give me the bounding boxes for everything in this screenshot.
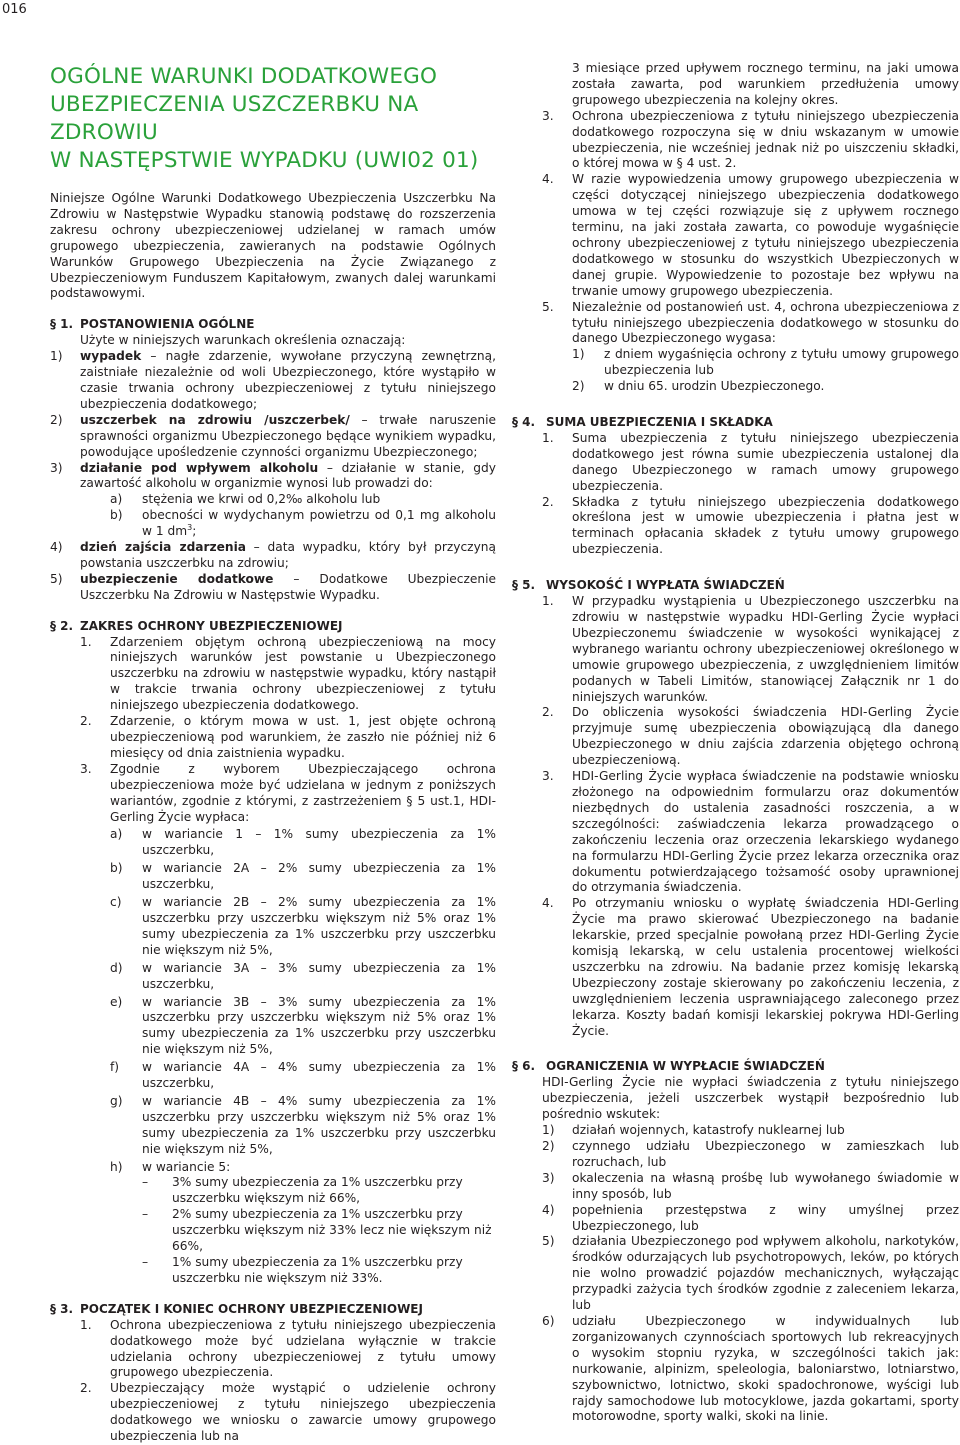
item-number: 4. — [542, 172, 554, 187]
paragraph-text: Ubezpieczający może wystąpić o udzielenie ochrony ubezpieczeniowej z tytułu niniejszego ubezpieczenia dodatkowego we wniosku o zawarcie umowy grupowego ubezpieczenia lub na — [110, 1381, 496, 1444]
item-letter: e) — [110, 994, 123, 1009]
variant-text: w wariancie 1 – 1% sumy ubezpieczenia za 1% uszczerbku, — [142, 827, 496, 858]
section-6 — [512, 1059, 959, 1425]
item-number: 1) — [542, 1123, 555, 1138]
item-number: 2. — [80, 714, 92, 729]
variant-text: w wariancie 4B – 4% sumy ubezpieczenia za 1% uszczerbku przy uszczerbku większym niż 5% oraz 1% sumy ubezpieczenia za 1% uszczerbku przy uszczerbku nie większym niż 5%, — [142, 1093, 496, 1156]
variant-item — [110, 995, 496, 1059]
section-5 — [512, 578, 959, 1039]
section-lead: HDI-Gerling Życie nie wypłaci świadczenia z tytułu niniejszego ubezpieczenia, jeżeli uszczerbek wystąpił bezpośrednio lub pośrednio wskutek: — [542, 1075, 959, 1122]
item-letter: b) — [110, 508, 123, 523]
variant-5-item — [142, 1207, 496, 1255]
item-number: 6) — [542, 1313, 555, 1328]
section-body — [512, 594, 959, 1039]
variant-item — [110, 895, 496, 959]
numbered-paragraph — [80, 762, 496, 826]
section-heading — [512, 578, 959, 594]
numbered-paragraph — [542, 300, 959, 348]
item-number: 5) — [542, 1234, 555, 1249]
expiry-item — [572, 347, 959, 379]
paragraph-text: Zdarzeniem objętym ochroną ubezpieczeniową na mocy niniejszych warunków jest powstanie u Ubezpieczonego uszczerbku na zdrowiu w następstwie wypadku, który nastąpił w trakcie trwania ochrony ubezpieczeniowej z tytułu niniejszego ubezpieczenia dodatkowego. — [110, 634, 496, 713]
item-number: 4) — [542, 1202, 555, 1217]
item-number: 2. — [542, 705, 554, 720]
section-title: OGRANICZENIA W WYPŁACIE ŚWIADCZEŃ — [546, 1059, 825, 1074]
item-letter: h) — [110, 1159, 123, 1174]
item-number: 5. — [542, 299, 554, 314]
exclusion-item — [542, 1171, 959, 1203]
definition-item — [50, 572, 496, 604]
expiry-text: z dniem wygaśnięcia ochrony z tytułu umowy grupowego ubezpieczenia lub — [604, 347, 959, 378]
section-title: SUMA UBEZPIECZENIA I SKŁADKA — [546, 415, 773, 430]
condition-text: stężenia we krwi od 0,2‰ alkoholu lub — [142, 492, 381, 507]
definition-text: – działanie w stanie, gdy zawartość alkoholu w organizmie wynosi lub prowadzi do: — [80, 460, 496, 491]
numbered-paragraph — [542, 896, 959, 1039]
section-heading — [50, 1302, 496, 1318]
dash-marker: – — [142, 1175, 149, 1190]
item-number: 1) — [50, 349, 63, 364]
numbered-paragraph — [542, 172, 959, 299]
item-letter: b) — [110, 861, 123, 876]
page-number: 016 — [2, 2, 27, 17]
item-number: 3. — [80, 761, 92, 776]
variant-item — [110, 1094, 496, 1158]
definition-text: – Dodatkowe Ubezpieczenie Uszczerbku Na Zdrowiu w Następstwie Wypadku. — [80, 571, 496, 602]
paragraph-text: HDI-Gerling Życie wypłaca świadczenie na podstawie wniosku złożonego na odpowiednim formularzu oraz dokumentów niezbędnych do ustalenia zasadności roszczenia, a w szczególności: zaświadczenia lekarza prowadzącego o zakończeniu leczenia oraz orzeczenia lekarskiego wydanego na formularzu HDI-Gerling Życie przez lekarza orzecznika oraz dokumentu potwierdzającego tożsamość osoby uprawnionej do otrzymania świadczenia. — [572, 769, 959, 895]
superscript: 3 — [187, 523, 193, 533]
variant-5-list — [110, 1175, 496, 1286]
definition-term: ubezpieczenie dodatkowe — [80, 571, 274, 586]
numbered-paragraph — [542, 769, 959, 896]
item-number: 5) — [50, 571, 63, 586]
title-line: UBEZPIECZENIA USZCZERBKU NA ZDROWIU — [50, 92, 419, 145]
dash-marker: – — [142, 1255, 149, 1269]
variant-text: w wariancie 3B – 3% sumy ubezpieczenia za 1% uszczerbku przy uszczerbku większym niż 5% oraz 1% sumy ubezpieczenia za 1% uszczerbku przy uszczerbku nie większym niż 5%, — [142, 994, 496, 1057]
exclusion-text: czynnego udziału Ubezpieczonego w zamieszkach lub rozruchach, lub — [572, 1139, 959, 1169]
section-body — [50, 333, 496, 603]
section-title: ZAKRES OCHRONY UBEZPIECZENIOWEJ — [80, 618, 343, 633]
item-number: 1. — [80, 634, 92, 649]
alcohol-condition — [80, 492, 496, 508]
section-number: § 1. — [50, 317, 74, 332]
exclusion-text: okaleczenia na własną prośbę lub wywołanego świadomie w inny sposób, lub — [572, 1170, 959, 1201]
exclusion-text: udziału Ubezpieczonego w indywidualnych lub zorganizowanych czynnościach sportowych lub rekreacyjnych o wysokim stopniu ryzyka, w szczególności takich jak: nurkowanie, alpinizm, speleologia, baloniarstwo, lotniarstwo, szybownictwo, lotnictwo, skoki spadochronowe, wyścigi lub rajdy samochodowe lub motocyklowe, jazda gokartami, sporty motorowodne, sporty walki, skoki na linie. — [572, 1313, 959, 1424]
section-lead: Użyte w niniejszych warunkach określenia oznaczają: — [80, 333, 406, 348]
variant-5-item — [142, 1175, 496, 1207]
variant-item — [110, 827, 496, 859]
expiry-text: w dniu 65. urodzin Ubezpieczonego. — [604, 379, 825, 394]
paragraph-text: Po otrzymaniu wniosku o wypłatę świadczenia HDI-Gerling Życie ma prawo skierować Ubezpieczonego na badanie lekarskie, przed specjalnie powołaną przez HDI-Gerling Życie komisją lekarską, w celu ustalenia procentowej wielkości uszczerbku na zdrowiu. Na badanie przez komisję lekarską Ubezpieczony zostaje skierowany po zakończeniu leczenia, z uwzględnieniem leczenia usprawniającego zaleconego przez lekarza. Koszty badań komisji lekarskiej pokrywa HDI-Gerling Życie. — [572, 896, 959, 1038]
item-letter: a) — [110, 492, 123, 507]
definition-term: wypadek — [80, 349, 142, 364]
variant-5-text: 3% sumy ubezpieczenia za 1% uszczerbku przy uszczerbku większym niż 66%, — [172, 1175, 463, 1206]
continued-paragraph — [542, 61, 959, 109]
variant-item — [110, 961, 496, 993]
section-heading — [50, 619, 496, 635]
variant-list — [80, 827, 496, 1286]
section-number: § 5. — [512, 578, 536, 593]
numbered-paragraph — [542, 495, 959, 559]
left-column — [50, 0, 496, 1445]
intro-paragraph: Niniejsze Ogólne Warunki Dodatkowego Ubezpieczenia Uszczerbku Na Zdrowiu w Następstwie Wypadku stanowią podstawę do rozszerzenia zakresu ochrony ubezpieczeniowej udzielanej w ramach umów grupowego ubezpieczenia, zawieranych na podstawie Ogólnych Warunków Grupowego Ubezpieczenia na Życie Związanego z Ubezpieczeniowym Funduszem Kapitałowym, zwanych dalej warunkami podstawowymi. — [50, 191, 496, 301]
variant-text: w wariancie 4A – 4% sumy ubezpieczenia za 1% uszczerbku, — [142, 1060, 496, 1091]
item-number: 2. — [80, 1381, 92, 1396]
definition-item — [50, 349, 496, 413]
section-number: § 3. — [50, 1301, 74, 1316]
alcohol-condition — [80, 508, 496, 540]
item-number: 3. — [542, 769, 554, 784]
variant-5-text: 1% sumy ubezpieczenia za 1% uszczerbku przy uszczerbku nie większym niż 33%. — [172, 1255, 463, 1285]
item-number: 2) — [542, 1139, 555, 1153]
section-title: POSTANOWIENIA OGÓLNE — [80, 317, 255, 332]
paragraph-text: Zdarzenie, o którym mowa w ust. 1, jest objęte ochroną ubezpieczeniową pod warunkiem, że zaszło nie później niż 6 miesięcy od dnia zaistnienia wypadku. — [110, 714, 496, 760]
item-number: 3) — [542, 1170, 555, 1185]
variant-5-text: 2% sumy ubezpieczenia za 1% uszczerbku przy uszczerbku większym niż 33% lecz nie większym niż 66%, — [172, 1207, 492, 1254]
paragraph-text: Zgodnie z wyborem Ubezpieczającego ochrona ubezpieczeniowa może być udzielana w jednym z poniższych wariantów, zgodnie z którymi, z zastrzeżeniem § 5 ust.1, HDI-Gerling Życie wypłaca: — [110, 761, 496, 824]
condition-text: obecności w wydychanym powietrzu od 0,1 mg alkoholu w 1 dm — [142, 508, 496, 539]
variant-item — [110, 1060, 496, 1092]
item-number: 1. — [80, 1317, 92, 1332]
section-heading — [50, 317, 496, 333]
section-1 — [50, 317, 496, 603]
numbered-paragraph — [80, 635, 496, 715]
exclusion-item — [542, 1234, 959, 1314]
definition-item — [50, 540, 496, 572]
exclusion-item — [542, 1139, 959, 1171]
section-4 — [512, 415, 959, 558]
exclusion-item — [542, 1203, 959, 1235]
title-line: W NASTĘPSTWIE WYPADKU (UWI02 01) — [50, 148, 479, 173]
variant-item — [110, 1160, 496, 1176]
definition-text: – nagłe zdarzenie, wywołane przyczyną zewnętrzną, zaistniałe niezależnie od woli Ubezpieczonego, które wystąpiło w czasie trwania ochrony ubezpieczeniowej z tytułu niniejszego ubezpieczenia dodatkowego; — [80, 349, 496, 411]
variant-text: w wariancie 5: — [142, 1159, 231, 1174]
section-body — [512, 431, 959, 558]
expiry-list — [542, 347, 959, 395]
paragraph-text: Składka z tytułu niniejszego ubezpieczenia dodatkowego określona jest w umowie ubezpieczenia i płatna jest w terminach opłacania składek z tytułu umowy grupowego ubezpieczenia. — [572, 494, 959, 557]
item-number: 2. — [542, 494, 554, 509]
exclusion-text: popełnienia przestępstwa z winy umyślnej przez Ubezpieczonego, lub — [572, 1202, 959, 1233]
section-body — [512, 1075, 959, 1425]
section-number: § 6. — [512, 1059, 536, 1074]
definition-term: działanie pod wpływem alkoholu — [80, 460, 319, 475]
item-letter: a) — [110, 827, 123, 842]
definition-term: uszczerbek na zdrowiu /uszczerbek/ — [80, 412, 350, 427]
item-number: 1. — [542, 594, 554, 609]
item-number: 4) — [50, 540, 63, 555]
right-column — [512, 0, 959, 1425]
variant-item — [110, 861, 496, 893]
item-number: 1) — [572, 347, 585, 362]
definition-item — [50, 461, 496, 493]
section-body — [50, 635, 496, 1287]
item-letter: g) — [110, 1093, 123, 1108]
item-number: 4. — [542, 896, 554, 911]
item-number: 2) — [50, 412, 63, 427]
item-letter: d) — [110, 960, 123, 975]
item-number: 1. — [542, 430, 554, 445]
item-letter: c) — [110, 895, 122, 910]
item-number: 3) — [50, 460, 63, 475]
section-title: POCZĄTEK I KONIEC OCHRONY UBEZPIECZENIOWEJ — [80, 1301, 423, 1316]
condition-text-end: ; — [192, 524, 197, 539]
definition-item — [50, 413, 496, 461]
item-number: 3. — [542, 108, 554, 123]
variant-text: w wariancie 2A – 2% sumy ubezpieczenia za 1% uszczerbku, — [142, 861, 496, 892]
numbered-paragraph — [542, 109, 959, 173]
expiry-item — [572, 379, 959, 395]
item-number: 2) — [572, 379, 585, 394]
paragraph-text: 3 miesiące przed upływem rocznego terminu, na jaki umowa została zawarta, pod warunkiem przedłużenia umowy grupowego ubezpieczenia na kolejny okres. — [572, 61, 959, 107]
dash-marker: – — [142, 1207, 149, 1222]
section-2 — [50, 619, 496, 1287]
exclusion-text: działania Ubezpieczonego pod wpływem alkoholu, narkotyków, środków odurzających lub psychotropowych, leków, po których nie wolno prowadzić pojazdów mechanicznych, wyłączając przypadki zażycia tych środków zgodnie z zaleceniem lekarza, lub — [572, 1234, 959, 1313]
numbered-paragraph — [542, 594, 959, 705]
exclusion-item — [542, 1314, 959, 1425]
section-heading — [512, 1059, 959, 1075]
numbered-paragraph — [80, 1381, 496, 1445]
section-heading — [512, 415, 959, 431]
numbered-paragraph — [542, 431, 959, 495]
title-line: OGÓLNE WARUNKI DODATKOWEGO — [50, 64, 438, 89]
section-body — [50, 1318, 496, 1445]
paragraph-text: Do obliczenia wysokości świadczenia HDI-Gerling Życie przyjmuje sumę ubezpieczenia obowiązującą dla danego Ubezpieczonego w dniu zajścia zdarzenia objętego ochroną ubezpieczeniową. — [572, 705, 959, 768]
section-number: § 4. — [512, 415, 536, 430]
document-title — [50, 63, 496, 175]
paragraph-text: W razie wypowiedzenia umowy grupowego ubezpieczenia w części dotyczącej niniejszego ubezpieczenia dodatkowego umowa w tej części rozwiązuje się z upływem rocznego terminu, na jaki została zawarta, co powoduje wygaśnięcie ochrony ubezpieczeniowej z tytułu niniejszego ubezpieczenia dodatkowego w stosunku do wszystkich Ubezpieczonych w danej grupie. Wypowiedzenie to pozostaje bez wpływu na trwanie umowy grupowego ubezpieczenia. — [572, 172, 959, 298]
variant-5-item — [142, 1255, 496, 1287]
definition-text: – trwałe naruszenie sprawności organizmu Ubezpieczonego będące wynikiem wypadku, powodujące upośledzenie czynności organizmu Ubezpieczonego; — [80, 412, 496, 459]
numbered-paragraph — [80, 1318, 496, 1382]
paragraph-text: Ochrona ubezpieczeniowa z tytułu niniejszego ubezpieczenia dodatkowego rozpoczyna się w dniu wskazanym w umowie ubezpieczenia, nie wcześniej jednak niż po uiszczeniu składki, o której mowa w § 4 ust. 2. — [572, 108, 959, 171]
numbered-paragraph — [80, 714, 496, 762]
section-3-continued — [512, 61, 959, 395]
section-title: WYSOKOŚĆ I WYPŁATA ŚWIADCZEŃ — [546, 578, 785, 593]
definition-term: dzień zajścia zdarzenia — [80, 540, 246, 555]
exclusion-item — [542, 1123, 959, 1139]
numbered-paragraph — [542, 705, 959, 769]
section-3 — [50, 1302, 496, 1445]
item-letter: f) — [110, 1060, 120, 1075]
paragraph-text: W przypadku wystąpienia u Ubezpieczonego uszczerbku na zdrowiu w następstwie wypadku HDI-Gerling Życie wypłaci Ubezpieczonemu świadczenie w wysokości wynikającej z wybranego wariantu ochrony ubezpieczeniowej określonego w umowie grupowego ubezpieczenia, z uwzględnieniem limitów podanych w Tabeli Limitów, stanowiącej Załącznik nr 1 do niniejszych warunków. — [572, 594, 959, 704]
exclusion-text: działań wojennych, katastrofy nuklearnej lub — [572, 1123, 845, 1138]
variant-text: w wariancie 2B – 2% sumy ubezpieczenia za 1% uszczerbku przy uszczerbku większym niż 5% oraz 1% sumy ubezpieczenia za 1% uszczerbku przy uszczerbku nie większym niż 5%, — [142, 895, 496, 957]
paragraph-text: Ochrona ubezpieczeniowa z tytułu niniejszego ubezpieczenia dodatkowego może być udzielana wyłącznie w trakcie udzielania ochrony ubezpieczeniowej z tytułu umowy grupowego ubezpieczenia. — [110, 1317, 496, 1380]
definition-text: – data wypadku, który był przyczyną powstania uszczerbku na zdrowiu; — [80, 540, 496, 570]
section-number: § 2. — [50, 618, 74, 633]
variant-text: w wariancie 3A – 3% sumy ubezpieczenia za 1% uszczerbku, — [142, 960, 496, 991]
paragraph-text: Suma ubezpieczenia z tytułu niniejszego ubezpieczenia dodatkowego jest równa sumie ubezpieczenia ustalonej dla danego Ubezpieczonego w ramach umowy grupowego ubezpieczenia. — [572, 430, 959, 493]
paragraph-text: Niezależnie od postanowień ust. 4, ochrona ubezpieczeniowa z tytułu niniejszego ubezpieczenia dodatkowego w stosunku do danego Ubezpieczonego wygasa: — [572, 299, 959, 346]
